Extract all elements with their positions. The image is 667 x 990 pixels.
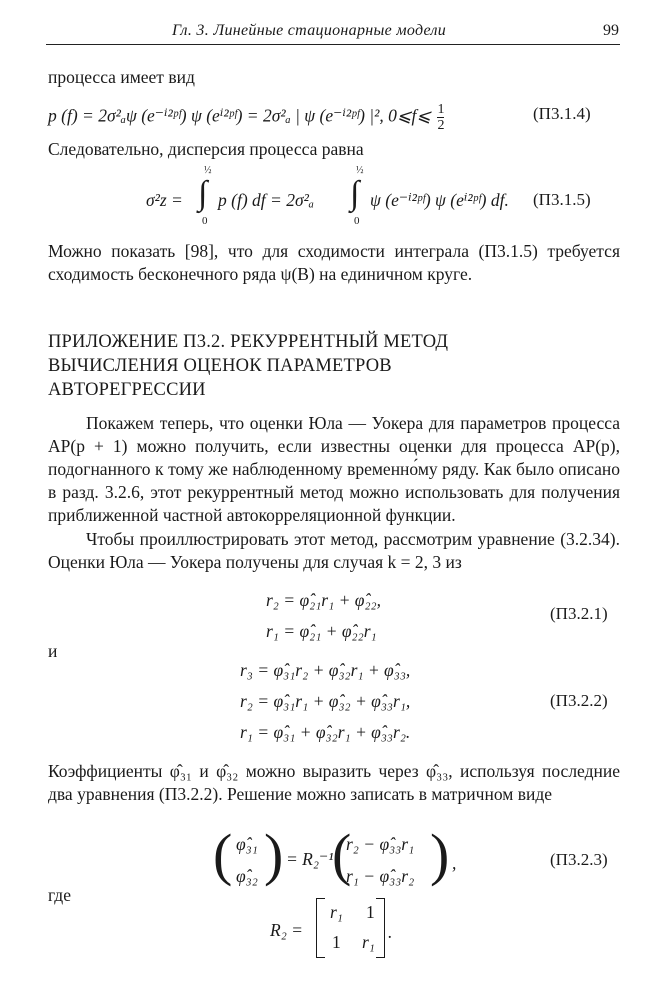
rhs-top: r₂ − φ̂₃₃r₁ — [346, 834, 415, 854]
fraction-numerator: 1 — [437, 102, 445, 117]
equation-number-p3-2-1: (П3.2.1) — [550, 604, 608, 623]
vector-top: φ̂₃₁ — [236, 834, 258, 854]
equation-p3-1-5-lhs: σ²z = — [146, 190, 183, 210]
paragraph-coefficients: Коэффициенты φ̂₃₁ и φ̂₃₂ можно выразить через φ̂₃₃, используя последние два уравнения (П3.2.2). Решение можно записать в матричном виде — [48, 761, 620, 804]
word-and: и — [48, 641, 58, 661]
right-paren-vector: ) — [264, 822, 284, 887]
equation-number-p3-1-4: (П3.1.4) — [533, 104, 591, 123]
matrix-r1c2: 1 — [366, 902, 375, 922]
paragraph-intro: процесса имеет вид — [48, 67, 195, 87]
equation-p3-2-2-line-1: r₃ = φ̂₃₁r₂ + φ̂₃₂r₁ + φ̂₃₃, — [240, 660, 411, 680]
equation-p3-2-1-line-1: r₂ = φ̂₂₁r₁ + φ̂₂₂, — [266, 590, 381, 610]
matrix-r2-lhs: R₂ = — [270, 920, 303, 940]
equation-number-p3-2-3: (П3.2.3) — [550, 850, 608, 869]
integral-symbol-1: ∫ — [198, 175, 208, 212]
rhs-bottom: r₁ − φ̂₃₃r₂ — [346, 866, 415, 886]
equation-p3-1-5-rhs: ψ (e⁻ⁱ²ᵖᶠ) ψ (eⁱ²ᵖᶠ) df. — [370, 190, 509, 210]
word-where: где — [48, 885, 71, 905]
equation-p3-2-1-line-2: r₁ = φ̂₂₁ + φ̂₂₂r₁ — [266, 621, 377, 641]
matrix-period: . — [388, 922, 393, 942]
vector-bottom: φ̂₃₂ — [236, 866, 258, 886]
equation-p3-2-3-mid: = R₂⁻¹ — [286, 849, 334, 869]
equation-number-p3-2-2: (П3.2.2) — [550, 691, 608, 710]
section-heading-line-1: ПРИЛОЖЕНИЕ П3.2. РЕКУРРЕНТНЫЙ МЕТОД — [48, 332, 449, 352]
section-heading-line-2: ВЫЧИСЛЕНИЯ ОЦЕНОК ПАРАМЕТРОВ — [48, 356, 392, 376]
integral-upper-limit-1: ½ — [204, 165, 212, 176]
running-head: Гл. 3. Линейные стационарные модели — [172, 22, 447, 39]
left-paren-rhs: ( — [332, 822, 352, 887]
matrix-r2c2: r₁ — [362, 932, 375, 952]
equation-p3-1-5-mid: p (f) df = 2σ²ₐ — [218, 190, 314, 210]
equation-p3-2-3-comma: , — [452, 853, 457, 873]
paragraph-convergence: Можно показать [98], что для сходимости интеграла (П3.1.5) требуется сходимость бесконечного ряда ψ(B) на единичном круге. — [48, 241, 620, 284]
equation-p3-2-2-line-3: r₁ = φ̂₃₁ + φ̂₃₂r₁ + φ̂₃₃r₂. — [240, 722, 411, 742]
integral-upper-limit-2: ½ — [356, 165, 364, 176]
section-heading-line-3: АВТОРЕГРЕССИИ — [48, 380, 206, 400]
equation-p3-2-2-line-2: r₂ = φ̂₃₁r₁ + φ̂₃₂ + φ̂₃₃r₁, — [240, 691, 411, 711]
page-number: 99 — [603, 22, 619, 39]
equation-p3-1-4 — [48, 102, 444, 133]
integral-lower-limit-2: 0 — [354, 215, 360, 227]
section-heading — [48, 330, 608, 402]
header-rule — [46, 44, 620, 45]
right-bracket-matrix — [376, 898, 385, 958]
integral-lower-limit-1: 0 — [202, 215, 208, 227]
matrix-r1c1: r₁ — [330, 902, 343, 922]
matrix-r2c1: 1 — [332, 932, 341, 952]
fraction-one-half — [437, 102, 444, 133]
equation-number-p3-1-5: (П3.1.5) — [533, 190, 591, 209]
paragraph-show: Покажем теперь, что оценки Юла — Уокера для параметров процесса АР(p + 1) можно получить, если известны оценки для процесса АР(p), подогнанного к тому же наблюденному временно́му ряду. Как было описано в разд. 3.2.6, этот рекуррентный метод можно использовать для получения приближенной частной автокорреляционной функции. — [48, 413, 620, 525]
integral-symbol-2: ∫ — [350, 175, 360, 212]
right-paren-rhs: ) — [430, 822, 450, 887]
left-paren-vector: ( — [213, 822, 233, 887]
paragraph-illustrate: Чтобы проиллюстрировать этот метод, рассмотрим уравнение (3.2.34). Оценки Юла — Уокера получены для случая k = 2, 3 из — [48, 529, 620, 572]
paragraph-variance: Следовательно, дисперсия процесса равна — [48, 139, 364, 159]
fraction-denominator: 2 — [437, 118, 445, 133]
equation-p3-1-4-body: p (f) = 2σ²ₐψ (e⁻ⁱ²ᵖᶠ) ψ (eⁱ²ᵖᶠ) = 2σ²ₐ | ψ (e⁻ⁱ²ᵖᶠ) |², 0⩽f⩽ — [48, 105, 432, 126]
left-bracket-matrix — [316, 898, 325, 958]
